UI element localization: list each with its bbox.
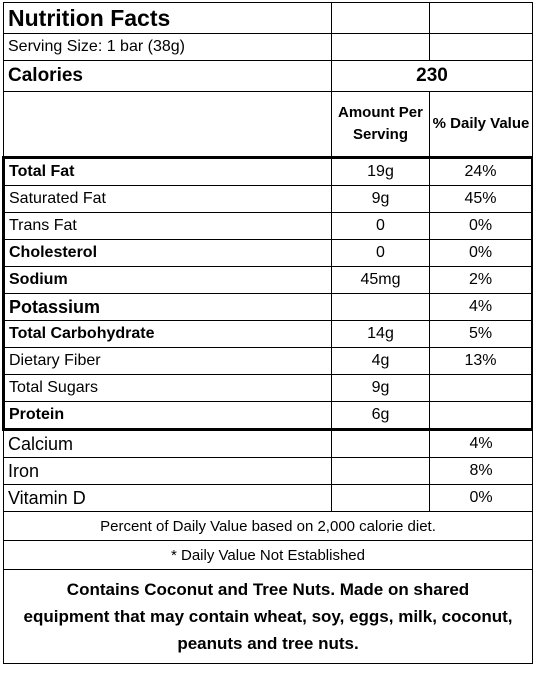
nutrition-facts-label [2,2,531,672]
nutrient-row-total-sugars [4,375,533,402]
nutrient-amount: 4g [332,348,430,375]
nutrient-amount: 0 [332,240,430,267]
title-row [4,3,533,34]
vitamin-name: Vitamin D [4,485,332,512]
vitamin-dv: 0% [430,485,533,512]
nutrient-name: Saturated Fat [4,186,332,213]
nutrient-name: Total Carbohydrate [4,321,332,348]
allergen-row [4,570,533,664]
vitamin-amount [332,458,430,485]
label-title: Nutrition Facts [4,3,332,34]
nutrient-row-dietary-fiber [4,348,533,375]
allergen-statement: Contains Coconut and Tree Nuts. Made on shared equipment that may contain wheat, soy, eggs, milk, coconut, peanuts and tree nuts. [4,570,533,664]
footnote-star-row [4,541,533,570]
vitamin-name: Iron [4,458,332,485]
nutrient-amount: 9g [332,186,430,213]
nutrient-amount: 45mg [332,267,430,294]
vitamin-dv: 4% [430,430,533,458]
vitamin-name: Calcium [4,430,332,458]
calories-value: 230 [332,61,533,92]
nutrient-name: Sodium [4,267,332,294]
nutrient-row-total-fat [4,158,533,186]
vitamin-row-calcium [4,430,533,458]
nutrient-amount: 14g [332,321,430,348]
vitamin-amount [332,485,430,512]
nutrient-row-saturated-fat [4,186,533,213]
nutrient-dv: 24% [430,158,533,186]
calories-row [4,61,533,92]
nutrient-dv: 45% [430,186,533,213]
serving-size-row [4,34,533,61]
nutrient-dv: 2% [430,267,533,294]
nutrient-row-sodium [4,267,533,294]
nutrient-amount: 9g [332,375,430,402]
nutrient-dv: 5% [430,321,533,348]
nutrient-dv: 0% [430,240,533,267]
nutrient-row-total-carbohydrate [4,321,533,348]
nutrient-name: Dietary Fiber [4,348,332,375]
column-header-row [4,92,533,158]
amount-header: Amount Per Serving [332,92,430,158]
footnote-daily-value: Percent of Daily Value based on 2,000 calorie diet. [4,512,533,541]
nutrient-row-trans-fat [4,213,533,240]
nutrient-dv: 13% [430,348,533,375]
nutrient-name: Cholesterol [4,240,332,267]
nutrient-dv [430,375,533,402]
nutrient-amount [332,294,430,321]
nutrient-row-protein [4,402,533,430]
vitamin-row-iron [4,458,533,485]
nutrient-name: Total Fat [4,158,332,186]
nutrient-row-potassium [4,294,533,321]
nutrient-row-cholesterol [4,240,533,267]
nutrient-amount: 6g [332,402,430,430]
vitamin-row-vitamin-d [4,485,533,512]
calories-label: Calories [4,61,332,92]
daily-value-header: % Daily Value [430,92,533,158]
nutrient-amount: 19g [332,158,430,186]
nutrition-table [2,2,533,664]
vitamin-dv: 8% [430,458,533,485]
nutrient-amount: 0 [332,213,430,240]
vitamin-amount [332,430,430,458]
nutrient-name: Trans Fat [4,213,332,240]
serving-size: Serving Size: 1 bar (38g) [4,34,332,61]
nutrient-name: Protein [4,402,332,430]
nutrient-dv [430,402,533,430]
nutrient-name: Potassium [4,294,332,321]
nutrient-dv: 0% [430,213,533,240]
nutrient-name: Total Sugars [4,375,332,402]
nutrient-dv: 4% [430,294,533,321]
footnote-not-established: * Daily Value Not Established [4,541,533,570]
footnote-dv-row [4,512,533,541]
